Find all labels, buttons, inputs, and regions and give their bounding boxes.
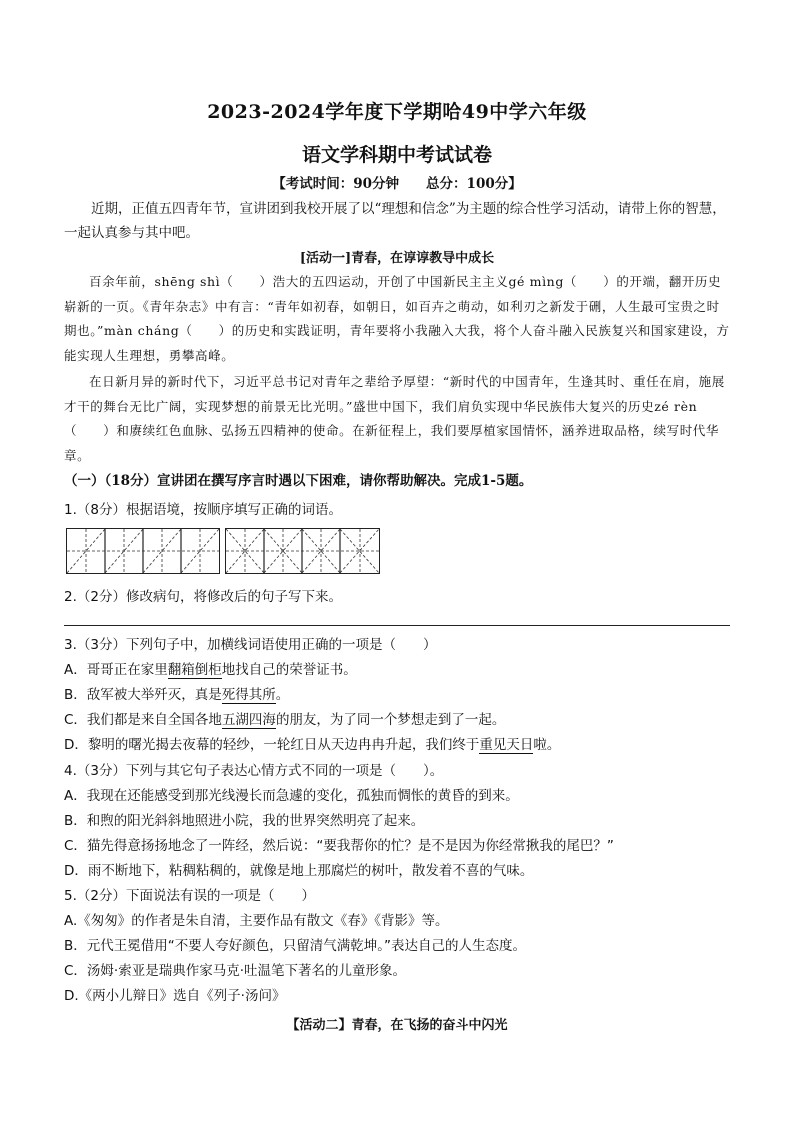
question-3-option-a: A．哥哥正在家里翻箱倒柜地找自己的荣誉证书。: [64, 662, 357, 678]
exam-title: 2023-2024学年度下学期哈49中学六年级: [207, 101, 587, 123]
question-1: 1.（8分）根据语境，按顺序填写正确的词语。: [64, 502, 342, 518]
question-4-option-c: C．猫先得意扬扬地念了一阵经，然后说：“要我帮你的忙？是不是因为你经常揪我的尾巴？”: [64, 838, 614, 854]
question-4-stem: 4.（3分）下列与其它句子表达心情方式不同的一项是（ ）。: [64, 763, 444, 779]
question-2: 2.（2分）修改病句，将修改后的句子写下来。: [64, 589, 342, 605]
answer-line[interactable]: [64, 625, 730, 626]
underlined-phrase: 重见天日: [479, 737, 534, 753]
question-3-option-d: D．黎明的曙光揭去夜幕的轻纱，一轮红日从天边冉冉升起，我们终于重见天日啦。: [64, 737, 561, 753]
question-5-option-d: D.《两小儿辩日》选自《列子·汤问》: [64, 988, 286, 1004]
question-3-option-b: B．敌军被大举歼灭，真是死得其所。: [64, 687, 290, 703]
question-4-option-a: A．我现在还能感受到那光线漫长而急遽的变化，孤独而惆怅的黄昏的到来。: [64, 788, 519, 804]
writing-grid-1[interactable]: [66, 528, 220, 574]
activity1-heading: [活动一]青春，在谆谆教导中成长: [299, 251, 495, 266]
underlined-phrase: 死得其所: [221, 687, 276, 703]
exam-info: 【考试时间：90分钟 总分：100分】: [272, 176, 522, 192]
question-3-option-c: C．我们都是来自全国各地五湖四海的朋友，为了同一个梦想走到了一起。: [64, 712, 506, 728]
question-5-option-c: C．汤姆·索亚是瑞典作家马克·吐温笔下著名的儿童形象。: [64, 963, 407, 979]
writing-grid-2[interactable]: [225, 528, 380, 574]
passage-paragraph-2: 在日新月异的新时代下，习近平总书记对青年之辈给予厚望：“新时代的中国青年，生逢其时、重任在肩，施展才干的舞台无比广阔，实现梦想的前景无比光明。”盛世中国下，我们肩负实现中华民族伟大复兴的历史zé rèn（ ）和赓续红色血脉、弘扬五四精神的使命。在新征程上，我们要厚植家国情怀，涵养进取品格，续写时代华章。: [64, 374, 725, 463]
activity2-heading: 【活动二】青春，在飞扬的奋斗中闪光: [286, 1018, 508, 1033]
writing-grid-2-lines: [226, 529, 379, 573]
writing-grid-1-lines: [67, 529, 219, 573]
passage-paragraph-1: 百余年前，shēng shì（ ）浩大的五四运动，开创了中国新民主主义gé mìng（ ）的开端，翻开历史崭新的一页。《青年杂志》中有言：“青年如初春，如朝日，如百卉之萌动，如利刃之新发于硎，人生最可宝贵之时期也。”màn cháng（ ）的历史和实践证明，青年要将小我融入大我，将个人奋斗融入民族复兴和国家建设，方能实现人生理想，勇攀高峰。: [64, 274, 730, 363]
underlined-phrase: 翻箱倒柜: [167, 662, 222, 678]
question-5-option-b: B．元代王冕借用“不要人夸好颜色，只留清气满乾坤。”表达自己的人生态度。: [64, 938, 526, 954]
intro-paragraph: 近期，正值五四青年节，宣讲团到我校开展了以“理想和信念”为主题的综合性学习活动，请带上你的智慧，一起认真参与其中吧。: [64, 201, 726, 241]
underlined-phrase: 五湖四海: [221, 712, 276, 728]
question-4-option-d: D．雨不断地下，粘稠粘稠的，就像是地上那腐烂的树叶，散发着不喜的气味。: [64, 863, 534, 879]
exam-subtitle: 语文学科期中考试试卷: [301, 144, 492, 166]
section1-heading: （一）（18分）宣讲团在撰写序言时遇以下困难，请你帮助解决。完成1-5题。: [64, 473, 533, 489]
question-4-option-b: B．和煦的阳光斜斜地照进小院，我的世界突然明亮了起来。: [64, 813, 425, 829]
question-5-option-a: A.《匆匆》的作者是朱自清，主要作品有散文《春》《背影》等。: [64, 913, 449, 929]
question-3-stem: 3.（3分）下列句子中，加横线词语使用正确的一项是（ ）: [64, 637, 437, 653]
question-5-stem: 5.（2分）下面说法有误的一项是（ ）: [64, 888, 315, 904]
